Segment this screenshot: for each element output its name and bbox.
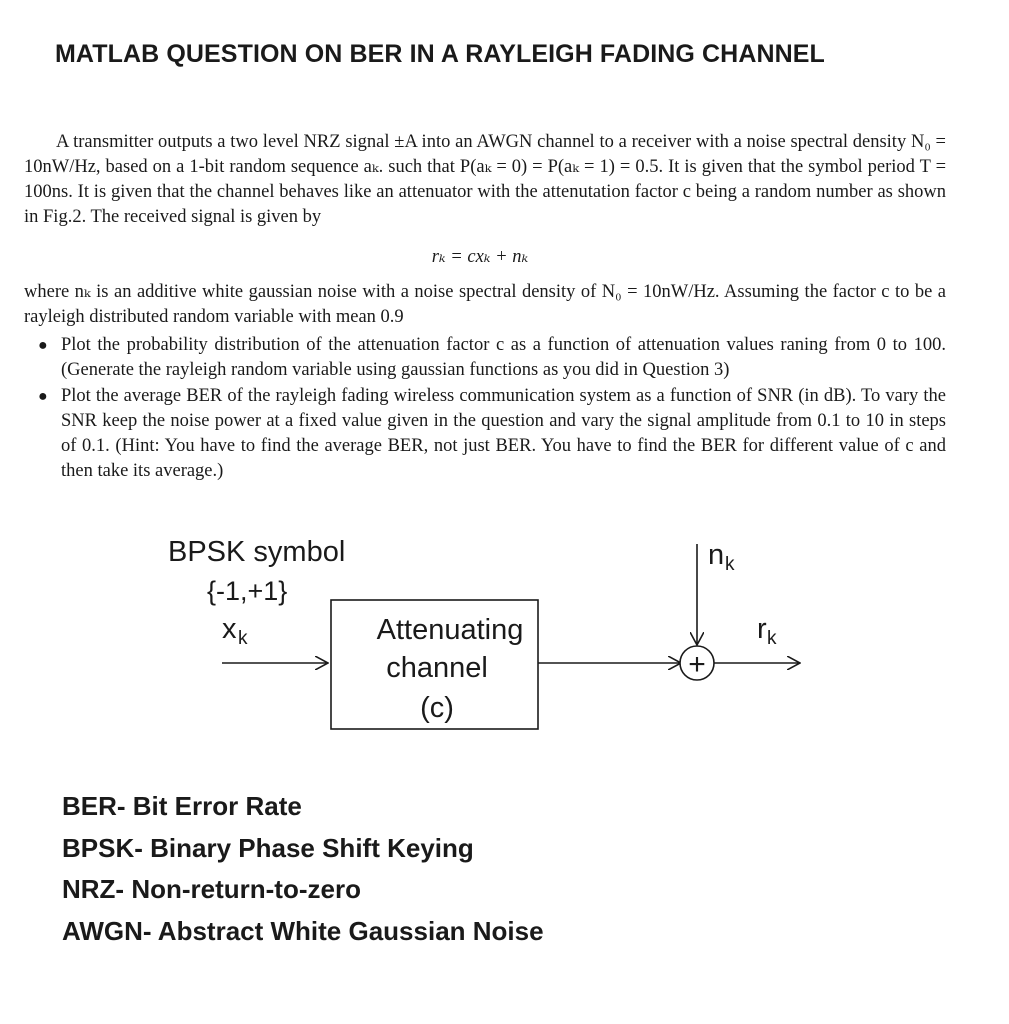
block-diagram: [0, 520, 1009, 750]
input-var-sub: k: [238, 628, 248, 649]
input-variable-label: [222, 613, 248, 649]
task-text: Plot the average BER of the rayleigh fading wireless communication system as a function of SNR (in dB). To vary the SNR keep the noise power at a fixed value given in the question and vary the signal amplitude from 0.1 to 10 in steps of 0.1. (Hint: You have to find the average BER, not just BER. You have to find the BER for different value of c and then take its average.): [61, 386, 946, 481]
problem-paragraph-1: A transmitter outputs a two level NRZ signal ±A into an AWGN channel to a receiver with a noise spectral density N₀ = 10nW/Hz, based on a 1-bit random sequence aₖ. such that P(aₖ = 0) = P(aₖ = 1) = 0.5. It is given that the symbol period T = 100ns. It is given that the channel behaves like an attenuator with the attenutation factor c being a random number as shown in Fig.2. The received signal is given by: [24, 132, 946, 227]
bullet-icon: ●: [38, 388, 48, 405]
noise-var-sub: k: [725, 554, 735, 575]
block-label-line-3: (c): [420, 692, 454, 724]
abbreviation-item: BPSK- Binary Phase Shift Keying: [62, 832, 474, 863]
page-title: MATLAB QUESTION ON BER IN A RAYLEIGH FADING CHANNEL: [55, 40, 825, 68]
abbreviation-list: [62, 786, 962, 952]
received-signal-equation: rₖ = cxₖ + nₖ: [431, 247, 529, 267]
abbreviation-item: BER- Bit Error Rate: [62, 791, 302, 821]
task-item: [24, 333, 946, 383]
task-list: [24, 333, 946, 485]
symbol-set-label: {-1,+1}: [207, 576, 288, 606]
input-var: x: [222, 613, 237, 645]
noise-var: n: [708, 539, 725, 571]
problem-paragraph-2: where nₖ is an additive white gaussian noise with a noise spectral density of N₀ = 10nW/Hz. Assuming the factor c to be a rayleigh distributed random variable with mean 0.9: [24, 282, 946, 327]
abbreviation-item: AWGN- Abstract White Gaussian Noise: [62, 915, 544, 946]
abbreviation-item: NRZ- Non-return-to-zero: [62, 874, 361, 904]
sum-symbol: +: [688, 648, 706, 681]
block-label-line-1: Attenuating: [376, 614, 524, 646]
input-label: BPSK symbol: [168, 536, 346, 568]
task-item: [24, 384, 946, 484]
output-var: r: [757, 613, 767, 645]
task-text: Plot the probability distribution of the attenuation factor c as a function of attenuation values raning from 0 to 100. (Generate the rayleigh random variable using gaussian functions as you did in Question 3): [61, 335, 946, 380]
bullet-icon: ●: [38, 337, 48, 354]
block-label-line-2: channel: [386, 652, 488, 684]
noise-label: [708, 539, 735, 575]
output-var-sub: k: [767, 628, 777, 649]
output-variable-label: [757, 613, 777, 649]
